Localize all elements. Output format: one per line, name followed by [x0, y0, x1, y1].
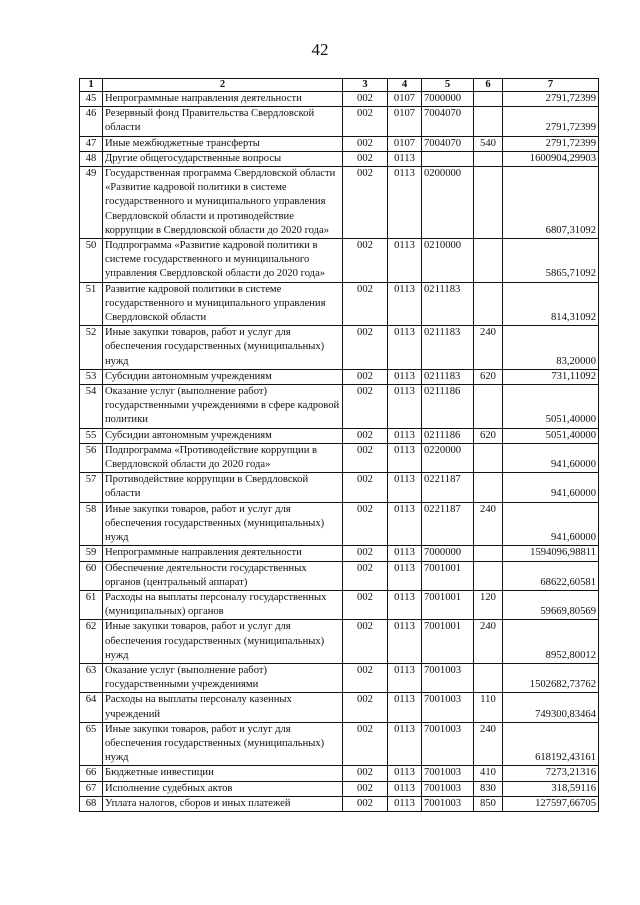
expense-name-cell: Подпрограмма «Противодействие коррупции в Свердловской области до 2020 года» [103, 443, 343, 472]
row-number-cell: 52 [80, 326, 103, 370]
amount-cell: 5051,40000 [503, 385, 599, 429]
section-code-cell: 0113 [388, 663, 422, 692]
expense-name-cell: Субсидии автономным учреждениям [103, 428, 343, 443]
expense-name-cell: Оказание услуг (выполнение работ) государственными учреждениями [103, 663, 343, 692]
row-number-cell: 59 [80, 546, 103, 561]
section-code-cell: 0113 [388, 326, 422, 370]
header-cell: 1 [80, 79, 103, 92]
amount-cell: 318,59116 [503, 781, 599, 796]
row-number-cell: 50 [80, 239, 103, 283]
table-row [80, 428, 599, 443]
ministry-code-cell: 002 [343, 766, 388, 781]
expense-name-cell: Другие общегосударственные вопросы [103, 151, 343, 166]
expense-name-cell: Государственная программа Свердловской области «Развитие кадровой политики в системе государственного и муниципального управления Свердловской области и противодействие коррупции в Свердловской области до 2020 года» [103, 167, 343, 239]
header-cell: 2 [103, 79, 343, 92]
expense-name-cell: Оказание услуг (выполнение работ) государственными учреждениями в сфере кадровой политики [103, 385, 343, 429]
header-cell: 5 [422, 79, 474, 92]
section-code-cell: 0113 [388, 167, 422, 239]
table-row [80, 561, 599, 590]
section-code-cell: 0113 [388, 473, 422, 502]
row-number-cell: 61 [80, 590, 103, 619]
row-number-cell: 45 [80, 92, 103, 107]
amount-cell: 8952,80012 [503, 620, 599, 664]
expense-name-cell: Непрограммные направления деятельности [103, 546, 343, 561]
target-article-code-cell: 0211186 [422, 385, 474, 429]
section-code-cell: 0113 [388, 546, 422, 561]
expense-name-cell: Подпрограмма «Развитие кадровой политики в системе государственного и муниципального управления Свердловской области до 2020 года» [103, 239, 343, 283]
ministry-code-cell: 002 [343, 385, 388, 429]
ministry-code-cell: 002 [343, 722, 388, 766]
ministry-code-cell: 002 [343, 796, 388, 811]
ministry-code-cell: 002 [343, 239, 388, 283]
target-article-code-cell: 7000000 [422, 546, 474, 561]
table-row [80, 693, 599, 722]
expense-type-code-cell: 850 [474, 796, 503, 811]
table-row [80, 385, 599, 429]
expense-name-cell: Уплата налогов, сборов и иных платежей [103, 796, 343, 811]
row-number-cell: 57 [80, 473, 103, 502]
expense-type-code-cell: 620 [474, 369, 503, 384]
ministry-code-cell: 002 [343, 428, 388, 443]
row-number-cell: 66 [80, 766, 103, 781]
header-cell: 3 [343, 79, 388, 92]
target-article-code-cell: 0200000 [422, 167, 474, 239]
table-row [80, 443, 599, 472]
amount-cell: 941,60000 [503, 473, 599, 502]
expense-type-code-cell: 110 [474, 693, 503, 722]
target-article-code-cell: 7001001 [422, 561, 474, 590]
section-code-cell: 0113 [388, 369, 422, 384]
row-number-cell: 53 [80, 369, 103, 384]
amount-cell: 83,20000 [503, 326, 599, 370]
expense-name-cell: Развитие кадровой политики в системе государственного и муниципального управления Свердловской области [103, 282, 343, 326]
expense-type-code-cell [474, 92, 503, 107]
amount-cell: 5051,40000 [503, 428, 599, 443]
section-code-cell: 0113 [388, 428, 422, 443]
row-number-cell: 56 [80, 443, 103, 472]
section-code-cell: 0107 [388, 92, 422, 107]
target-article-code-cell: 7001003 [422, 781, 474, 796]
expense-type-code-cell [474, 282, 503, 326]
expense-name-cell: Иные межбюджетные трансферты [103, 136, 343, 151]
expense-name-cell: Расходы на выплаты персоналу государственных (муниципальных) органов [103, 590, 343, 619]
row-number-cell: 54 [80, 385, 103, 429]
expense-type-code-cell [474, 167, 503, 239]
table-row [80, 722, 599, 766]
section-code-cell: 0113 [388, 620, 422, 664]
section-code-cell: 0113 [388, 766, 422, 781]
section-code-cell: 0113 [388, 151, 422, 166]
table-row [80, 92, 599, 107]
amount-cell: 941,60000 [503, 502, 599, 546]
row-number-cell: 67 [80, 781, 103, 796]
section-code-cell: 0113 [388, 282, 422, 326]
amount-cell: 2791,72399 [503, 92, 599, 107]
row-number-cell: 49 [80, 167, 103, 239]
ministry-code-cell: 002 [343, 693, 388, 722]
section-code-cell: 0113 [388, 561, 422, 590]
ministry-code-cell: 002 [343, 502, 388, 546]
target-article-code-cell: 7004070 [422, 136, 474, 151]
expense-type-code-cell [474, 151, 503, 166]
row-number-cell: 63 [80, 663, 103, 692]
expense-type-code-cell: 620 [474, 428, 503, 443]
amount-cell: 749300,83464 [503, 693, 599, 722]
ministry-code-cell: 002 [343, 136, 388, 151]
expense-type-code-cell [474, 107, 503, 136]
section-code-cell: 0113 [388, 693, 422, 722]
table-row [80, 136, 599, 151]
amount-cell: 2791,72399 [503, 136, 599, 151]
target-article-code-cell: 7001003 [422, 693, 474, 722]
section-code-cell: 0113 [388, 590, 422, 619]
amount-cell: 941,60000 [503, 443, 599, 472]
row-number-cell: 60 [80, 561, 103, 590]
table-row [80, 151, 599, 166]
expense-type-code-cell: 540 [474, 136, 503, 151]
target-article-code-cell: 7001003 [422, 796, 474, 811]
table-row [80, 473, 599, 502]
ministry-code-cell: 002 [343, 443, 388, 472]
header-cell: 6 [474, 79, 503, 92]
page-number: 42 [311, 40, 329, 59]
amount-cell: 1594096,98811 [503, 546, 599, 561]
table-row [80, 546, 599, 561]
target-article-code-cell: 0211183 [422, 326, 474, 370]
row-number-cell: 65 [80, 722, 103, 766]
expense-type-code-cell [474, 385, 503, 429]
table-row [80, 502, 599, 546]
target-article-code-cell: 0211183 [422, 282, 474, 326]
section-code-cell: 0107 [388, 107, 422, 136]
section-code-cell: 0107 [388, 136, 422, 151]
expense-name-cell: Исполнение судебных актов [103, 781, 343, 796]
expense-name-cell: Обеспечение деятельности государственных органов (центральный аппарат) [103, 561, 343, 590]
table-row [80, 766, 599, 781]
row-number-cell: 46 [80, 107, 103, 136]
section-code-cell: 0113 [388, 796, 422, 811]
expense-type-code-cell [474, 443, 503, 472]
table-row [80, 239, 599, 283]
budget-table [79, 78, 599, 812]
ministry-code-cell: 002 [343, 92, 388, 107]
table-header-row [80, 79, 599, 92]
amount-cell: 127597,66705 [503, 796, 599, 811]
table-row [80, 590, 599, 619]
expense-name-cell: Иные закупки товаров, работ и услуг для обеспечения государственных (муниципальных) нужд [103, 620, 343, 664]
table-row [80, 369, 599, 384]
target-article-code-cell: 7001001 [422, 590, 474, 619]
header-cell: 7 [503, 79, 599, 92]
table-row [80, 663, 599, 692]
section-code-cell: 0113 [388, 781, 422, 796]
target-article-code-cell: 0211186 [422, 428, 474, 443]
target-article-code-cell: 0220000 [422, 443, 474, 472]
target-article-code-cell: 0210000 [422, 239, 474, 283]
amount-cell: 618192,43161 [503, 722, 599, 766]
ministry-code-cell: 002 [343, 590, 388, 619]
ministry-code-cell: 002 [343, 781, 388, 796]
ministry-code-cell: 002 [343, 561, 388, 590]
table-row [80, 107, 599, 136]
target-article-code-cell: 7000000 [422, 92, 474, 107]
amount-cell: 6807,31092 [503, 167, 599, 239]
ministry-code-cell: 002 [343, 167, 388, 239]
expense-name-cell: Бюджетные инвестиции [103, 766, 343, 781]
table-row [80, 781, 599, 796]
amount-cell: 814,31092 [503, 282, 599, 326]
ministry-code-cell: 002 [343, 663, 388, 692]
expense-name-cell: Резервный фонд Правительства Свердловской области [103, 107, 343, 136]
row-number-cell: 48 [80, 151, 103, 166]
section-code-cell: 0113 [388, 239, 422, 283]
amount-cell: 2791,72399 [503, 107, 599, 136]
ministry-code-cell: 002 [343, 326, 388, 370]
ministry-code-cell: 002 [343, 282, 388, 326]
ministry-code-cell: 002 [343, 107, 388, 136]
table-row [80, 167, 599, 239]
section-code-cell: 0113 [388, 443, 422, 472]
expense-type-code-cell: 240 [474, 722, 503, 766]
target-article-code-cell: 0221187 [422, 473, 474, 502]
section-code-cell: 0113 [388, 722, 422, 766]
target-article-code-cell: 7001003 [422, 663, 474, 692]
table-body [80, 79, 599, 812]
table-row [80, 620, 599, 664]
amount-cell: 59669,80569 [503, 590, 599, 619]
target-article-code-cell: 0211183 [422, 369, 474, 384]
expense-name-cell: Иные закупки товаров, работ и услуг для обеспечения государственных (муниципальных) нужд [103, 502, 343, 546]
expense-type-code-cell: 240 [474, 502, 503, 546]
header-cell: 4 [388, 79, 422, 92]
ministry-code-cell: 002 [343, 546, 388, 561]
expense-name-cell: Непрограммные направления деятельности [103, 92, 343, 107]
table-row [80, 282, 599, 326]
target-article-code-cell: 7001003 [422, 722, 474, 766]
row-number-cell: 55 [80, 428, 103, 443]
expense-type-code-cell: 240 [474, 620, 503, 664]
row-number-cell: 58 [80, 502, 103, 546]
ministry-code-cell: 002 [343, 620, 388, 664]
expense-type-code-cell [474, 546, 503, 561]
expense-name-cell: Иные закупки товаров, работ и услуг для обеспечения государственных (муниципальных) нужд [103, 326, 343, 370]
target-article-code-cell: 7001003 [422, 766, 474, 781]
amount-cell: 1600904,29903 [503, 151, 599, 166]
expense-name-cell: Противодействие коррупции в Свердловской области [103, 473, 343, 502]
target-article-code-cell: 7001001 [422, 620, 474, 664]
row-number-cell: 68 [80, 796, 103, 811]
expense-type-code-cell [474, 561, 503, 590]
expense-name-cell: Субсидии автономным учреждениям [103, 369, 343, 384]
expense-type-code-cell: 240 [474, 326, 503, 370]
row-number-cell: 51 [80, 282, 103, 326]
target-article-code-cell: 0221187 [422, 502, 474, 546]
expense-type-code-cell [474, 239, 503, 283]
expense-type-code-cell: 830 [474, 781, 503, 796]
table-row [80, 326, 599, 370]
amount-cell: 68622,60581 [503, 561, 599, 590]
amount-cell: 7273,21316 [503, 766, 599, 781]
target-article-code-cell [422, 151, 474, 166]
expense-name-cell: Иные закупки товаров, работ и услуг для обеспечения государственных (муниципальных) нужд [103, 722, 343, 766]
amount-cell: 1502682,73762 [503, 663, 599, 692]
ministry-code-cell: 002 [343, 473, 388, 502]
expense-type-code-cell: 120 [474, 590, 503, 619]
ministry-code-cell: 002 [343, 151, 388, 166]
ministry-code-cell: 002 [343, 369, 388, 384]
expense-type-code-cell: 410 [474, 766, 503, 781]
amount-cell: 731,11092 [503, 369, 599, 384]
section-code-cell: 0113 [388, 385, 422, 429]
section-code-cell: 0113 [388, 502, 422, 546]
row-number-cell: 47 [80, 136, 103, 151]
expense-name-cell: Расходы на выплаты персоналу казенных учреждений [103, 693, 343, 722]
row-number-cell: 62 [80, 620, 103, 664]
target-article-code-cell: 7004070 [422, 107, 474, 136]
row-number-cell: 64 [80, 693, 103, 722]
expense-type-code-cell [474, 663, 503, 692]
amount-cell: 5865,71092 [503, 239, 599, 283]
expense-type-code-cell [474, 473, 503, 502]
table-row [80, 796, 599, 811]
